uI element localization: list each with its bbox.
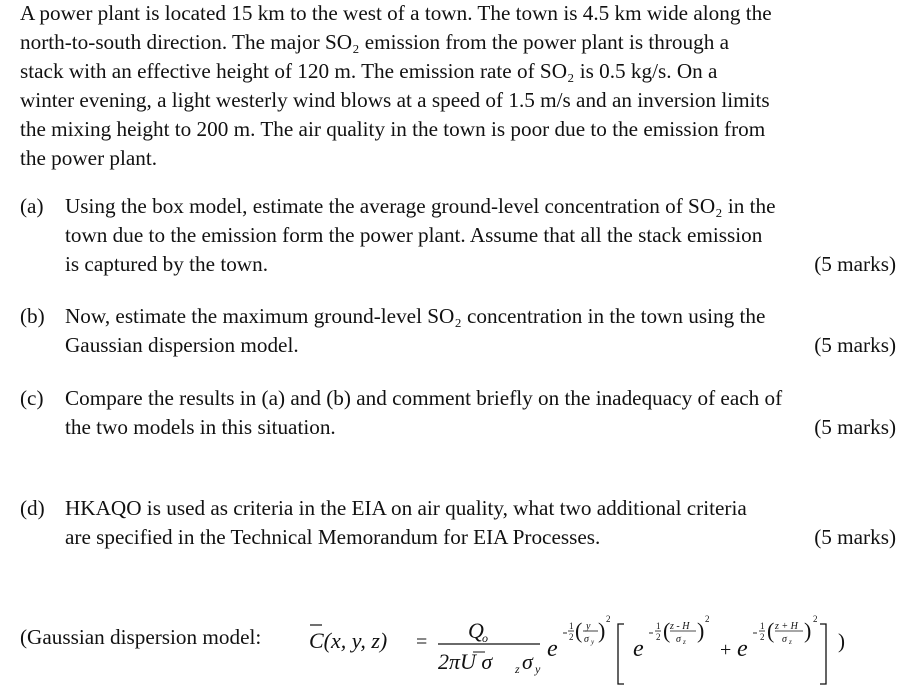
intro-line: A power plant is located 15 km to the west of a town. The town is 4.5 km wide along the bbox=[20, 1, 772, 25]
marks-label: (5 marks) bbox=[814, 252, 896, 276]
question-line: town due to the emission form the power plant. Assume that all the stack emission bbox=[65, 223, 763, 247]
paren-close: ) bbox=[804, 618, 812, 643]
question-label: (d) bbox=[20, 496, 45, 520]
question-line: HKAQO is used as criteria in the EIA on air quality, what two additional criteria bbox=[65, 496, 747, 520]
denominator-sub-y: y bbox=[535, 662, 541, 676]
exp1-square: 2 bbox=[606, 614, 611, 624]
formula-prefix: (Gaussian dispersion model: bbox=[20, 625, 262, 649]
half-num: 1 bbox=[760, 621, 765, 631]
exp2-sigma-sub: z bbox=[683, 638, 686, 646]
paren-close: ) bbox=[598, 618, 606, 643]
exp3-sigma-sub: z bbox=[789, 638, 792, 646]
problem-intro bbox=[20, 0, 865, 173]
bracket-left bbox=[618, 624, 624, 684]
exp-base-3: e bbox=[737, 636, 748, 662]
exp1-sigma: σ bbox=[584, 634, 589, 645]
intro-line: stack with an effective height of 120 m. The emission rate of SO₂ is 0.5 kg/s. On a bbox=[20, 59, 718, 83]
denominator-sub-z: z bbox=[515, 662, 520, 676]
question-line: Gaussian dispersion model. bbox=[65, 333, 299, 357]
paren-open: ( bbox=[767, 618, 775, 643]
half-den: 2 bbox=[760, 632, 765, 642]
question-line: the two models in this situation. bbox=[65, 415, 336, 439]
formula-lhs: C(x, y, z) bbox=[309, 628, 388, 653]
marks-label: (5 marks) bbox=[814, 415, 896, 439]
formula-numerator: Q bbox=[468, 618, 484, 643]
paren-open: ( bbox=[663, 618, 671, 643]
exp2-sigma: σ bbox=[676, 634, 681, 645]
question-text bbox=[65, 494, 896, 552]
paren-close: ) bbox=[697, 618, 705, 643]
intro-line: north-to-south direction. The major SO₂ emission from the power plant is through a bbox=[20, 30, 730, 54]
exp2-num: z - H bbox=[670, 621, 690, 632]
question-text bbox=[65, 192, 896, 279]
formula-denominator: 2πU σ bbox=[438, 649, 493, 674]
question-label: (c) bbox=[20, 386, 44, 410]
question-text bbox=[65, 384, 896, 442]
exp-base-1: e bbox=[547, 636, 558, 662]
formula-numerator-sub: o bbox=[482, 631, 488, 645]
gaussian-formula bbox=[20, 598, 900, 688]
intro-line: the mixing height to 200 m. The air quality in the town is poor due to the emission from bbox=[20, 117, 766, 141]
question-label: (a) bbox=[20, 194, 44, 218]
question-line: is captured by the town. bbox=[65, 252, 268, 276]
exp3-sigma: σ bbox=[782, 634, 787, 645]
exp1-y: y bbox=[586, 621, 591, 632]
question-line: Using the box model, estimate the average ground-level concentration of SO₂ in the bbox=[65, 194, 776, 218]
question-line: Now, estimate the maximum ground-level SO₂ concentration in the town using the bbox=[65, 304, 766, 328]
exp-base-2: e bbox=[633, 636, 644, 662]
exp3-square: 2 bbox=[813, 614, 818, 624]
half-num: 1 bbox=[569, 621, 574, 631]
half-num: 1 bbox=[656, 621, 661, 631]
question-text bbox=[65, 302, 896, 360]
denominator-sigma-y: σ bbox=[522, 649, 533, 674]
question-label: (b) bbox=[20, 304, 45, 328]
marks-label: (5 marks) bbox=[814, 525, 896, 549]
question-line: are specified in the Technical Memorandum for EIA Processes. bbox=[65, 525, 601, 549]
marks-label: (5 marks) bbox=[814, 333, 896, 357]
half-den: 2 bbox=[569, 632, 574, 642]
exp3-num: z + H bbox=[775, 621, 798, 632]
exp1-sigma-sub: y bbox=[591, 638, 595, 646]
half-den: 2 bbox=[656, 632, 661, 642]
exp2-square: 2 bbox=[705, 614, 710, 624]
paren-open: ( bbox=[575, 618, 583, 643]
formula-equation bbox=[20, 598, 900, 688]
formula-equals: = bbox=[416, 631, 428, 653]
intro-line: winter evening, a light westerly wind blows at a speed of 1.5 m/s and an inversion limits bbox=[20, 88, 770, 112]
formula-plus: + bbox=[720, 639, 732, 661]
formula-close-paren: ) bbox=[838, 629, 845, 653]
question-line: Compare the results in (a) and (b) and comment briefly on the inadequacy of each of bbox=[65, 386, 783, 410]
bracket-right bbox=[820, 624, 826, 684]
intro-line: the power plant. bbox=[20, 146, 158, 170]
